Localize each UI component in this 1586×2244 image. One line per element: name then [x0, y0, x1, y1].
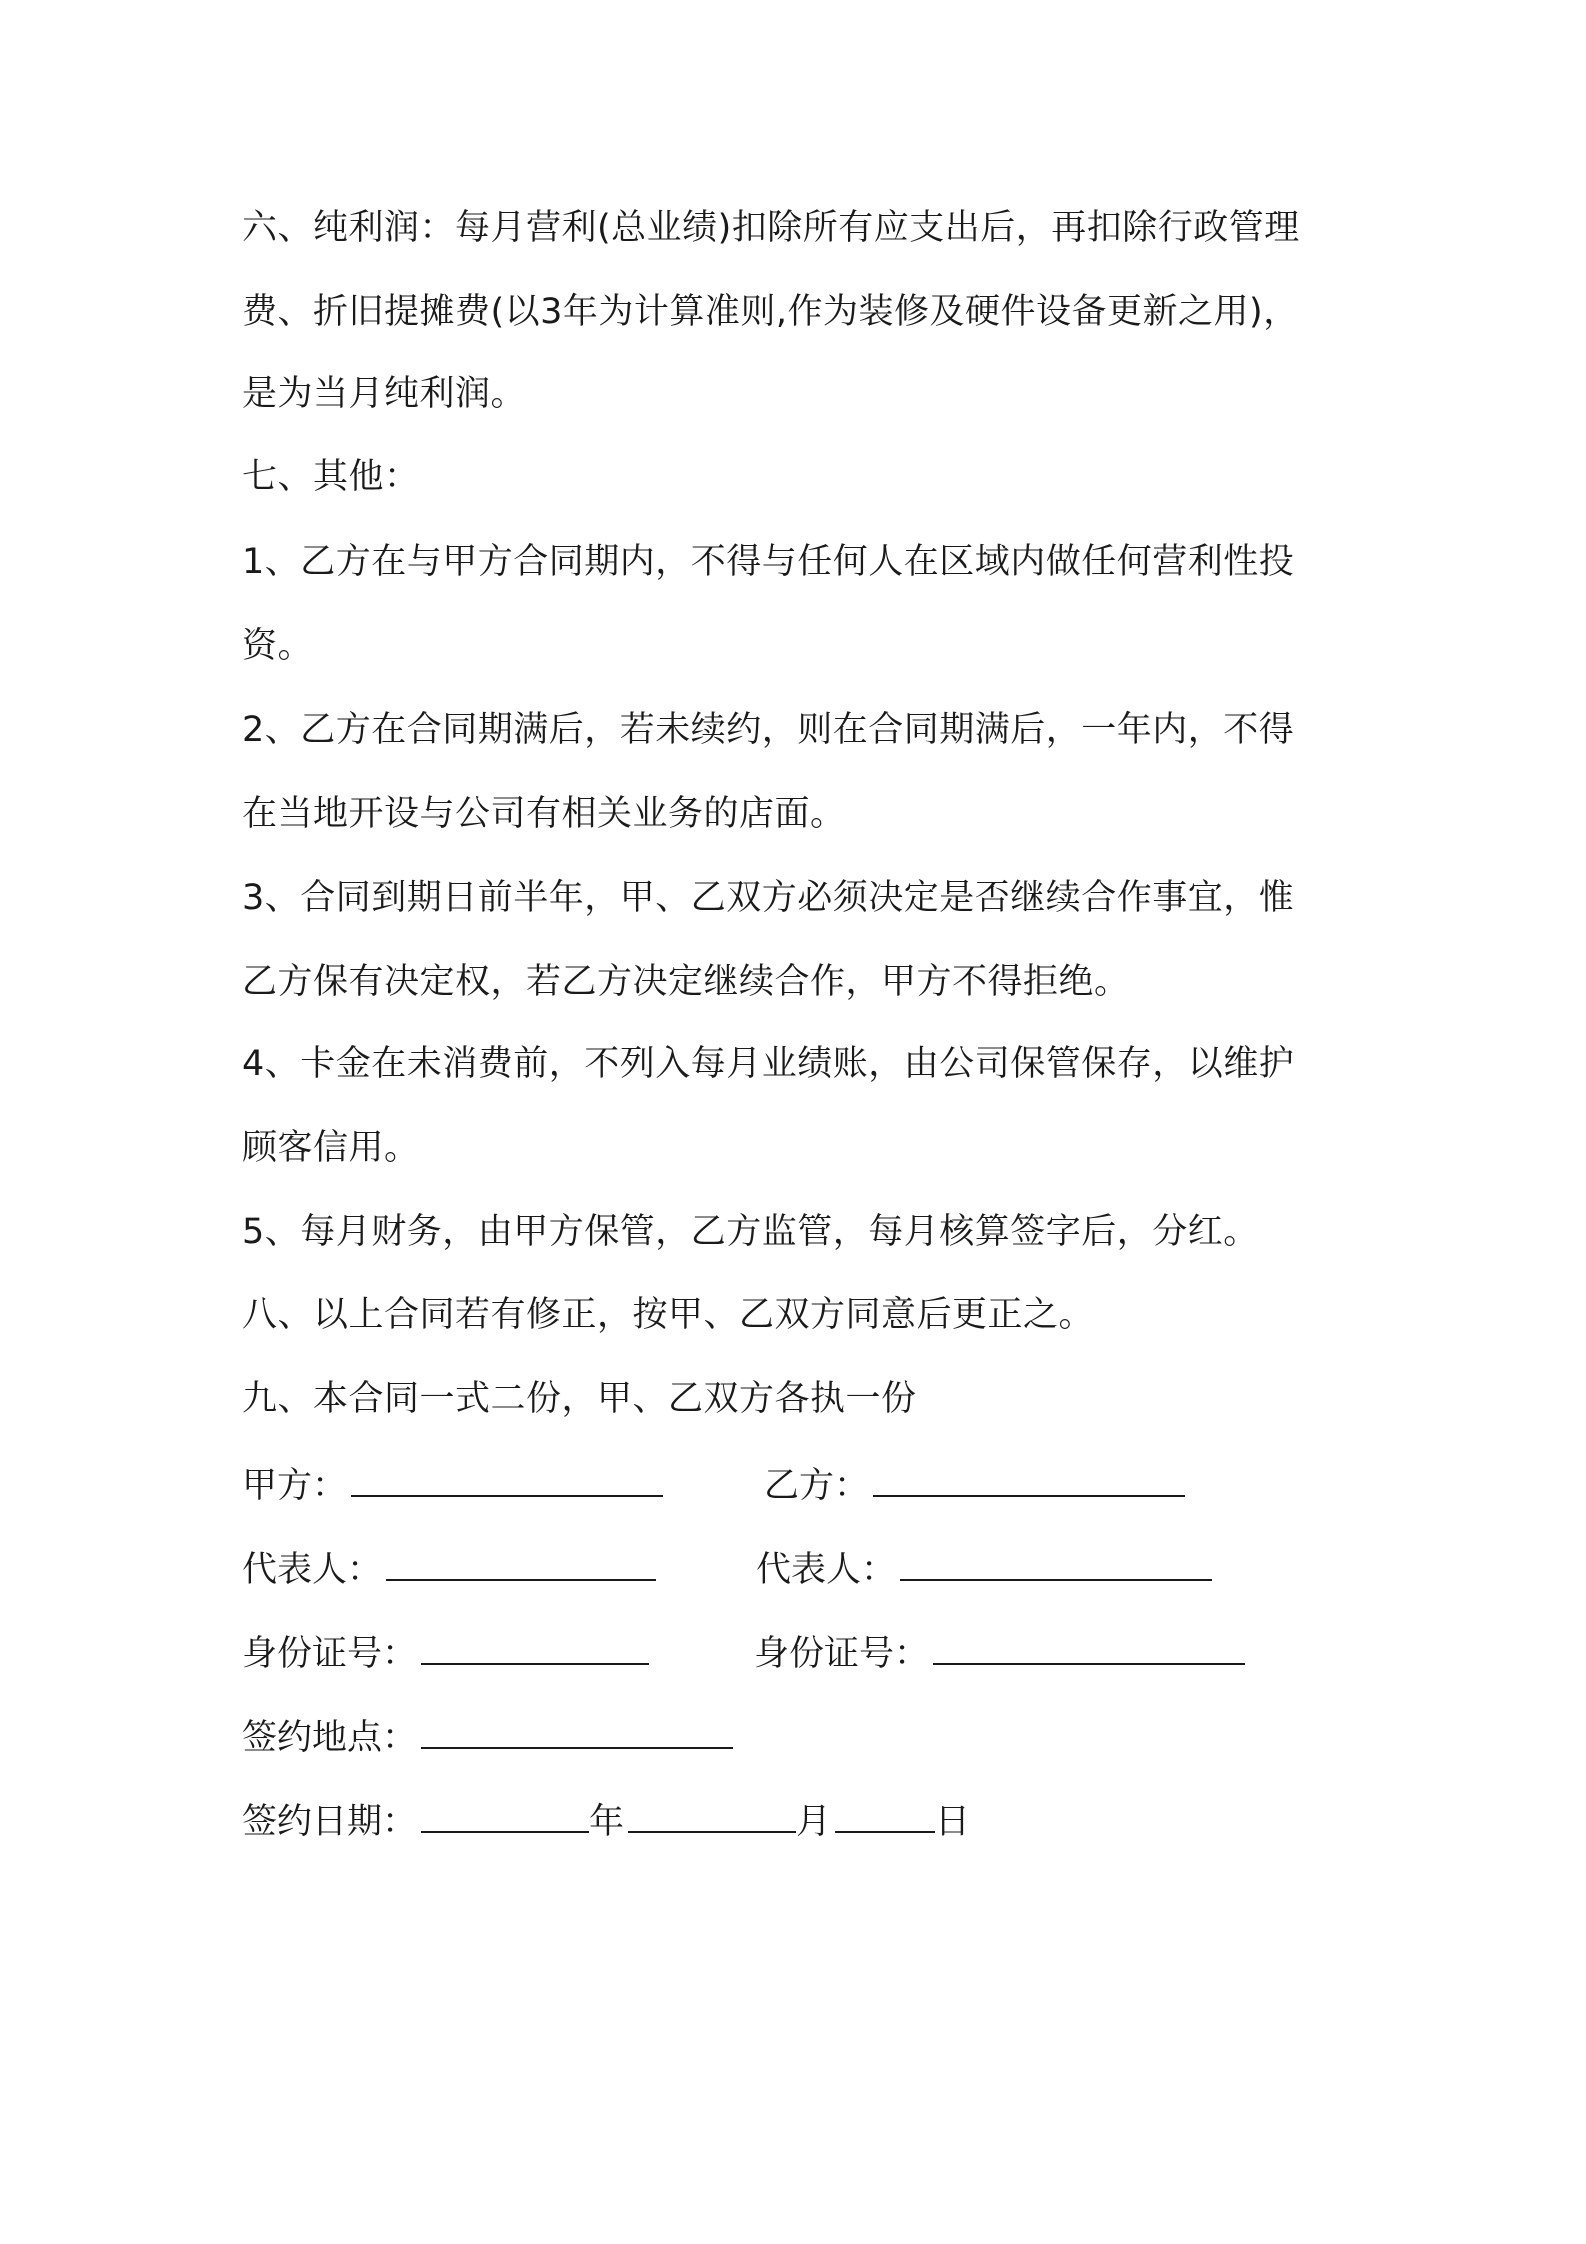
place-row — [242, 1716, 1342, 1760]
year-label: 年 — [589, 1802, 625, 1842]
place-label: 签约地点： — [242, 1718, 418, 1758]
party-a-field[interactable] — [351, 1469, 663, 1497]
party-b-label: 乙方： — [764, 1466, 870, 1506]
section-heading: 七、其他： — [242, 457, 420, 497]
representative-row — [242, 1548, 1342, 1592]
rep-b-label: 代表人： — [756, 1550, 897, 1590]
year-field[interactable] — [421, 1805, 589, 1833]
paragraph-line: 2、乙方在合同期满后，若未续约，则在合同期满后，一年内，不得 — [242, 710, 1295, 750]
party-row — [242, 1464, 1342, 1508]
paragraph-line: 顾客信用。 — [242, 1128, 420, 1168]
day-label: 日 — [935, 1802, 971, 1842]
party-b-field[interactable] — [873, 1469, 1185, 1497]
place-field[interactable] — [421, 1721, 733, 1749]
id-b-field[interactable] — [933, 1637, 1245, 1665]
paragraph-line: 在当地开设与公司有相关业务的店面。 — [242, 794, 846, 834]
paragraph-line: 乙方保有决定权，若乙方决定继续合作，甲方不得拒绝。 — [242, 962, 1130, 1002]
paragraph-line: 4、卡金在未消费前，不列入每月业绩账，由公司保管保存，以维护 — [242, 1044, 1295, 1084]
representative-b — [756, 1548, 1212, 1592]
id-a-label: 身份证号： — [242, 1634, 418, 1674]
id-b — [754, 1632, 1245, 1676]
party-b — [764, 1464, 1185, 1508]
rep-a-label: 代表人： — [242, 1550, 383, 1590]
month-label: 月 — [796, 1802, 832, 1842]
date-label: 签约日期： — [242, 1802, 418, 1842]
id-a — [242, 1632, 649, 1676]
party-a-label: 甲方： — [242, 1466, 348, 1506]
paragraph-line: 费、折旧提摊费(以3年为计算准则,作为装修及硬件设备更新之用)， — [242, 292, 1299, 332]
rep-b-field[interactable] — [900, 1553, 1212, 1581]
paragraph-line: 3、合同到期日前半年，甲、乙双方必须决定是否继续合作事宜，惟 — [242, 878, 1295, 918]
date-row — [242, 1800, 1342, 1844]
id-b-label: 身份证号： — [754, 1634, 930, 1674]
month-field[interactable] — [628, 1805, 796, 1833]
paragraph-line: 是为当月纯利润。 — [242, 374, 527, 414]
paragraph-line: 六、纯利润：每月营利(总业绩)扣除所有应支出后，再扣除行政管理 — [242, 208, 1300, 248]
paragraph-line: 八、以上合同若有修正，按甲、乙双方同意后更正之。 — [242, 1295, 1095, 1335]
id-a-field[interactable] — [421, 1637, 649, 1665]
paragraph-line: 九、本合同一式二份，甲、乙双方各执一份 — [242, 1379, 917, 1419]
party-a — [242, 1464, 663, 1508]
day-field[interactable] — [835, 1805, 935, 1833]
paragraph-line: 资。 — [242, 626, 314, 666]
representative-a — [242, 1548, 656, 1592]
rep-a-field[interactable] — [386, 1553, 656, 1581]
id-row — [242, 1632, 1342, 1676]
paragraph-line: 1、乙方在与甲方合同期内，不得与任何人在区域内做任何营利性投 — [242, 542, 1295, 582]
paragraph-line: 5、每月财务，由甲方保管，乙方监管，每月核算签字后，分红。 — [242, 1212, 1259, 1252]
